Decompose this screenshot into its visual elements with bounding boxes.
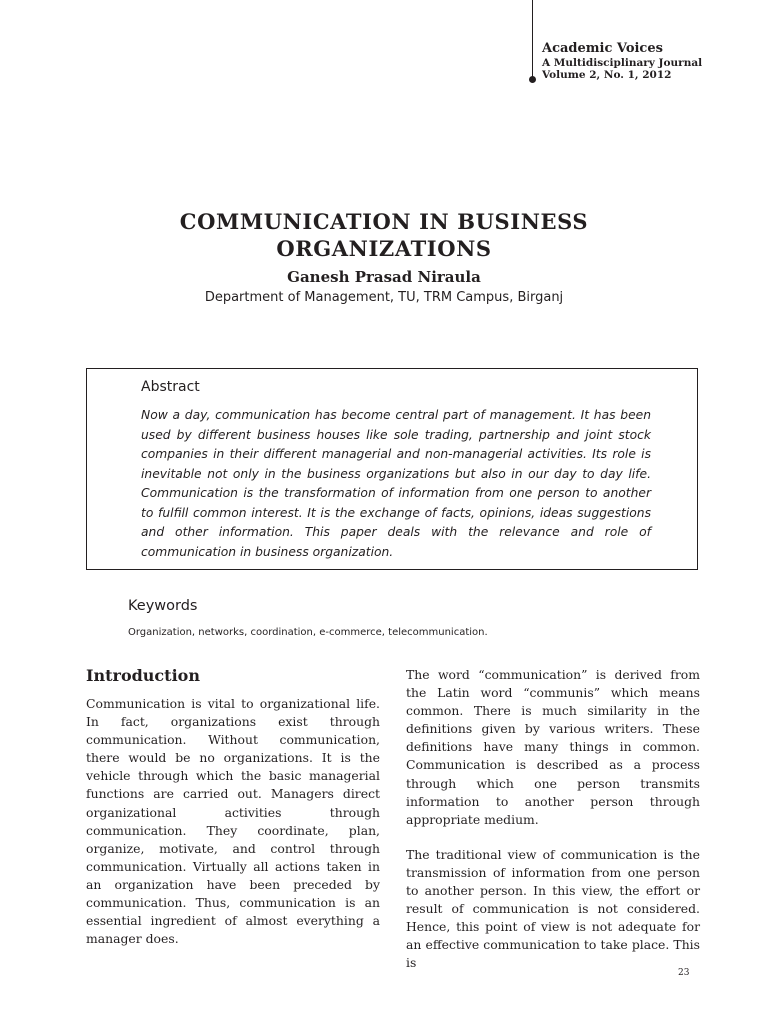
body-column-right <box>406 666 700 973</box>
journal-subtitle: A Multidisciplinary Journal <box>542 56 703 69</box>
abstract-heading: Abstract <box>141 379 200 395</box>
introduction-paragraph: Communication is vital to organizational life. In fact, organizations exist through communication. Without communication, there would be no organizations. It is the vehicle through which the basic managerial functions are carried out. Managers direct organizational activities through communication. They coordinate, plan, organize, motivate, and control through communication. Virtually all actions taken in an organization have been preceded by communication. Thus, communication is an essential ingredient of almost everything a manager does. <box>86 696 380 947</box>
traditional-view-paragraph: The traditional view of communication is the transmission of information from one person to another person. In this view, the effort or result of communication is not considered. Hence, this point of view is not adequate for an effective communication to take place. This is <box>406 846 700 971</box>
introduction-heading: Introduction <box>86 666 200 685</box>
body-column-left <box>86 695 380 948</box>
author-affiliation: Department of Management, TU, TRM Campus, Birganj <box>204 290 564 305</box>
abstract-text: Now a day, communication has become central part of management. It has been used by different business houses like sole trading, partnership and joint stock companies in their different managerial and non-managerial activities. Its role is inevitable not only in the business organizations but also in our day to day life. Communication is the transformation of information from one person to another to fulfill common interest. It is the exchange of facts, opinions, ideas suggestions and other information. This paper deals with the relevance and role of communication in business organization. <box>141 408 651 559</box>
header-divider-line <box>532 0 533 78</box>
article-author: Ganesh Prasad Niraula <box>287 268 481 286</box>
article-title: COMMUNICATION IN BUSINESS ORGANIZATIONS <box>179 209 589 261</box>
header-divider-dot <box>529 76 536 83</box>
communication-definition-paragraph: The word “communication” is derived from the Latin word “communis” which means common. There is much similarity in the definitions given by various writers. These definitions have many things in common. Communication is described as a process through which one person transmits information to another person through appropriate medium. <box>406 667 700 827</box>
abstract-box <box>86 368 698 570</box>
keywords-text: Organization, networks, coordination, e-commerce, telecommunication. <box>128 627 488 638</box>
keywords-heading: Keywords <box>128 598 198 614</box>
page-number: 23 <box>678 968 690 978</box>
journal-name: Academic Voices <box>542 41 663 56</box>
journal-header <box>542 42 702 81</box>
journal-volume: Volume 2, No. 1, 2012 <box>542 69 672 81</box>
